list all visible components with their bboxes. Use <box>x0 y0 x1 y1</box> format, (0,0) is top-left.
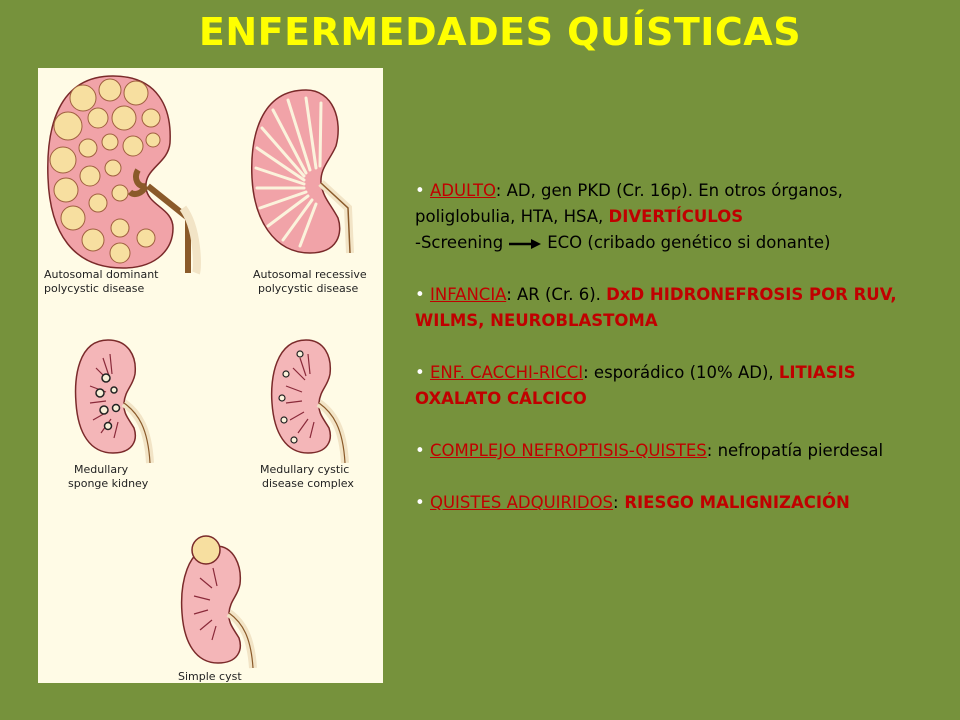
caption-simple-cyst: Simple cyst <box>178 670 242 683</box>
term-infancia: INFANCIA <box>429 285 507 304</box>
caption-arpkd-2: polycystic disease <box>258 282 359 295</box>
caption-mcd-1: Medullary cystic <box>260 463 350 476</box>
slide-title: ENFERMEDADES QUÍSTICAS <box>198 10 802 54</box>
caption-adpkd-1: Autosomal dominant <box>44 268 159 281</box>
term-complejo: COMPLEJO NEFROPTISIS-QUISTES <box>429 441 707 460</box>
kidney-illustrations <box>38 68 383 683</box>
caption-arpkd-1: Autosomal recessive <box>253 268 367 281</box>
bullet-cacchi-ricci: • ENF. CACCHI-RICCI: esporádico (10% AD), LITIASIS OXALATO CÁLCICO <box>415 363 856 408</box>
term-adquiridos: QUISTES ADQUIRIDOS <box>429 493 614 512</box>
bullet-list <box>415 178 945 542</box>
bullet-adquiridos: • QUISTES ADQUIRIDOS: RIESGO MALIGNIZACIÓN <box>415 493 850 512</box>
highlight-diverticulos: DIVERTÍCULOS <box>608 207 744 226</box>
medullary-sponge-kidney <box>68 340 150 490</box>
simple-cyst-kidney <box>178 536 253 683</box>
caption-adpkd-2: polycystic disease <box>44 282 145 295</box>
screening-line: -Screening ECO (cribado genético si donante) <box>415 233 831 252</box>
arpkd-kidney <box>252 90 367 295</box>
term-cacchi-ricci: ENF. CACCHI-RICCI <box>429 363 584 382</box>
highlight-malignizacion: RIESGO MALIGNIZACIÓN <box>618 493 850 512</box>
caption-msk-2: sponge kidney <box>68 477 149 490</box>
kidney-figure <box>38 68 383 683</box>
term-adulto: ADULTO <box>429 181 496 200</box>
bullet-adulto: • ADULTO: AD, gen PKD (Cr. 16p). En otros órganos, poliglobulia, HTA, HSA, DIVERTÍCULOS -Screening ECO (cribado genético si donante) <box>415 178 945 256</box>
arrow-right-icon <box>509 238 541 250</box>
medullary-cystic-kidney <box>260 340 354 490</box>
adpkd-kidney <box>44 76 197 295</box>
highlight-dxd: DxD HIDRONEFROSIS POR RUV, WILMS, NEUROBLASTOMA <box>415 285 897 330</box>
caption-mcd-2: disease complex <box>262 477 354 490</box>
highlight-litiasis: LITIASIS OXALATO CÁLCICO <box>415 363 856 408</box>
bullet-infancia: • INFANCIA: AR (Cr. 6). DxD HIDRONEFROSIS POR RUV, WILMS, NEUROBLASTOMA <box>415 285 897 330</box>
caption-msk-1: Medullary <box>74 463 129 476</box>
bullet-complejo: • COMPLEJO NEFROPTISIS-QUISTES: nefropatía pierdesal <box>415 441 884 460</box>
